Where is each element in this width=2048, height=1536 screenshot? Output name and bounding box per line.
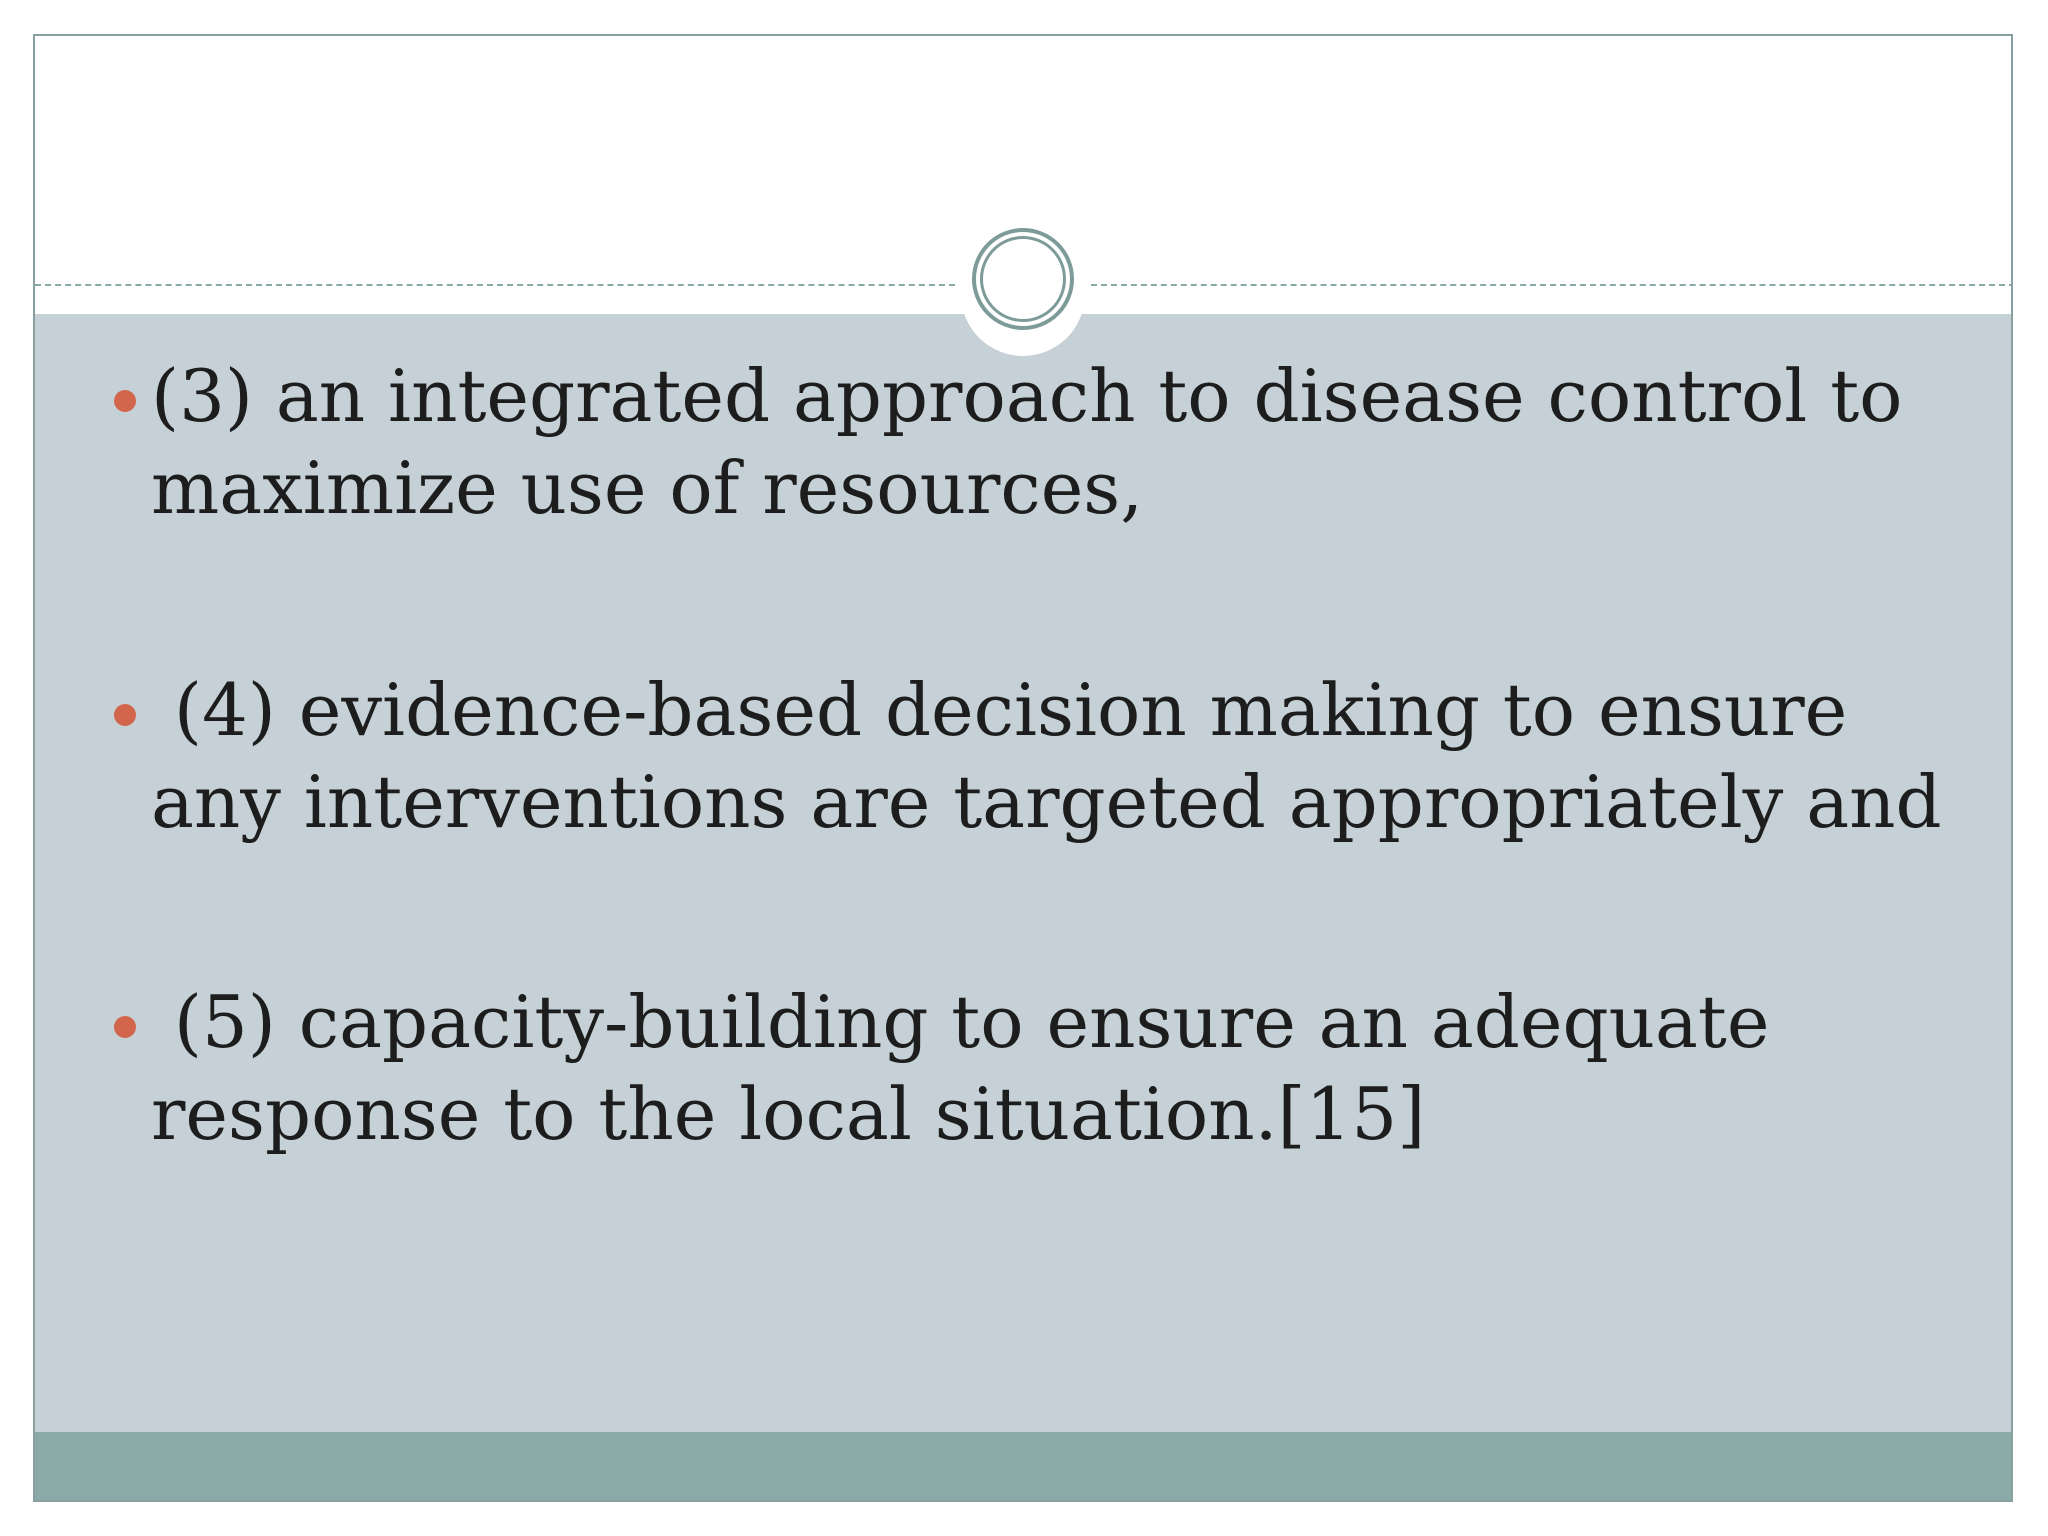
bullet-item — [151, 976, 1951, 1160]
bullet-text: (4) evidence-based decision making to ensure any interventions are targeted appropriately and — [151, 668, 1942, 844]
bullet-item — [151, 350, 1951, 534]
bullet-list — [35, 36, 2011, 1500]
bullet-dot-icon — [114, 390, 136, 412]
bullet-text: (5) capacity-building to ensure an adequate response to the local situation.[15] — [151, 980, 1793, 1156]
bullet-dot-icon — [114, 1016, 136, 1038]
bullet-dot-icon — [114, 704, 136, 726]
bullet-item — [151, 664, 1951, 848]
bullet-text: (3) an integrated approach to disease control to maximize use of resources, — [151, 354, 1903, 530]
slide — [33, 34, 2013, 1502]
